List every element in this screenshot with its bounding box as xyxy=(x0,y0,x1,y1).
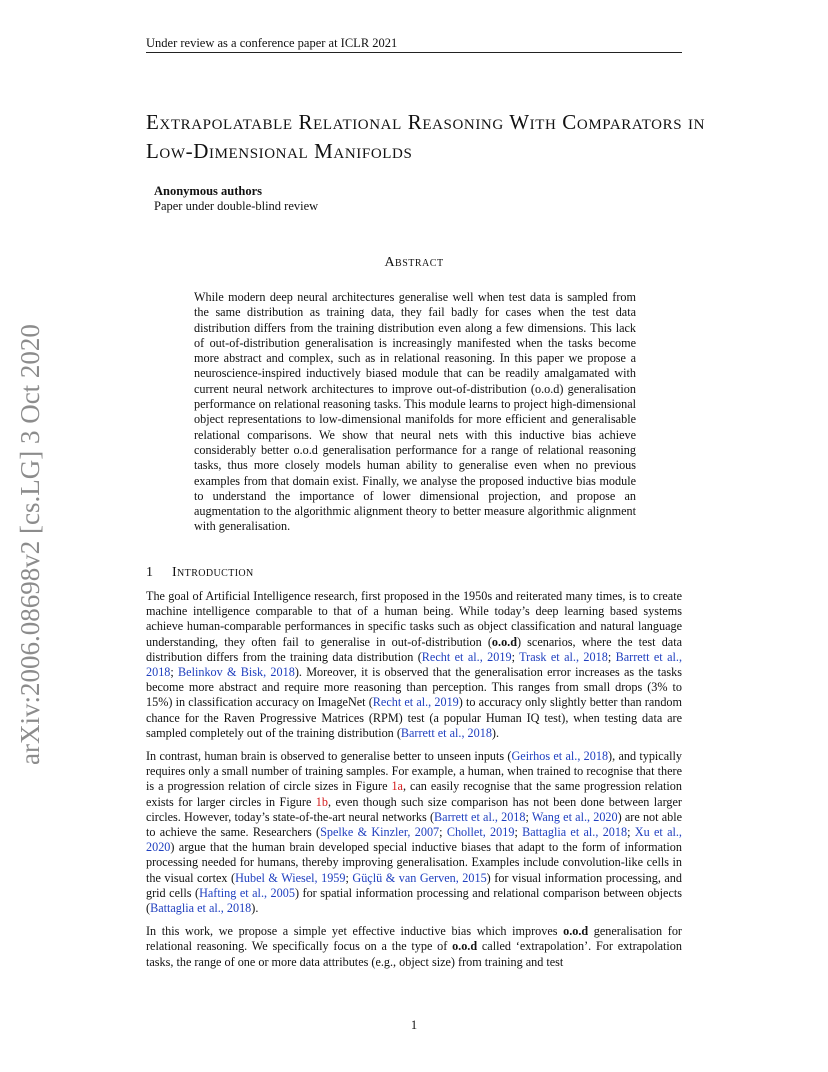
section-title: Introduction xyxy=(172,565,254,580)
introduction-body xyxy=(146,589,682,978)
header-rule xyxy=(146,52,682,53)
citation-link[interactable]: Battaglia et al., 2018 xyxy=(522,825,628,840)
arxiv-identifier: arXiv:2006.08698v2 [cs.LG] 3 Oct 2020 xyxy=(15,324,45,765)
citation-link[interactable]: Güçlü & van Gerven, 2015 xyxy=(352,870,487,885)
citation-link[interactable]: Xu et al., 2020 xyxy=(146,825,682,855)
citation-link[interactable]: Belinkov & Bisk, 2018 xyxy=(178,665,295,680)
abstract-text: While modern deep neural architectures generalise well when test data is sampled from the same distribution as training data, they fail badly for cases when the test data distribution differs from the training distribution even along a few dimensions. This lack of out-of-distribution generalisation is increasingly manifested when the tasks become more abstract and complex, such as in relational reasoning. In this paper we propose a neuroscience-inspired inductively biased module that can be readily amalgamated with current neural network architectures to improve out-of-distribution (o.o.d) generalisation performance on relational reasoning tasks. This module learns to project high-dimensional object representations to low-dimensional manifolds for more efficient and generalisable relational comparisons. We show that neural nets with this inductive bias achieve considerably better o.o.d generalisation performance for a range of relational reasoning tasks, thus more closely models human ability to generalise even when no previous examples from that domain exist. Finally, we analyse the proposed inductive bias module to understand the importance of lower dimensional projection, and propose an augmentation to the algorithmic alignment theory to better measure algorithmic alignment with generalisation. xyxy=(194,290,636,534)
figure-reference-link[interactable]: 1b xyxy=(315,794,328,809)
citation-link[interactable]: Battaglia et al., 2018 xyxy=(150,901,252,916)
citation-link[interactable]: Barrett et al., 2018 xyxy=(400,725,492,740)
citation-link[interactable]: Barrett et al., 2018 xyxy=(434,809,526,824)
citation-link[interactable]: Hafting et al., 2005 xyxy=(199,885,295,900)
paper-title: Extrapolatable Relational Reasoning With Comparators in Low-Dimensional Manifolds xyxy=(146,110,706,163)
running-header: Under review as a conference paper at ICLR 2021 xyxy=(146,36,398,50)
paragraph-1: The goal of Artificial Intelligence research, first proposed in the 1950s and reiterated many times, is to create machine intelligence comparable to that of a human being. While today’s deep learning based systems achieve human-comparable performances in specific tasks such as object classification and natural language understanding, they often fail to generalise in out-of-distribution (o.o.d) scenarios, where the test data distribution differs from the training data distribution (Recht et al., 2019; Trask et al., 2018; Barrett et al., 2018; Belinkov & Bisk, 2018). Moreover, it is observed that the generalisation error increases as the tasks become more abstract and require more reasoning than perception. This ranges from small drops (3% to 15%) in classification accuracy on ImageNet (Recht et al., 2019) to accuracy only slightly better than random chance for the Raven Progressive Matrices (RPM) test (a popular Human IQ test), when testing data are sampled completely out of the training distribution (Barrett et al., 2018). xyxy=(146,589,682,740)
paragraph-2: In contrast, human brain is observed to generalise better to unseen inputs (Geirhos et al., 2018), and typically requires only a small number of training samples. For example, a human, when trained to recognise that there is a progression relation of circle sizes in Figure 1a, can easily recognise that the same progression relation exists for larger circles in Figure 1b, even though such size comparison has not been done between larger circles. However, today’s state-of-the-art neural networks (Barrett et al., 2018; Wang et al., 2020) are not able to achieve the same. Researchers (Spelke & Kinzler, 2007; Chollet, 2019; Battaglia et al., 2018; Xu et al., 2020) argue that the human brain developed special inductive biases that adapt to the form of information processing needed for humans, thereby improving generalisation. Examples include convolution-like cells in the visual cortex (Hubel & Wiesel, 1959; Güçlü & van Gerven, 2015) for visual information processing, and grid cells (Hafting et al., 2005) for spatial information processing and relational comparison between objects (Battaglia et al., 2018). xyxy=(146,749,683,916)
citation-link[interactable]: Chollet, 2019 xyxy=(446,825,515,840)
section-heading-introduction xyxy=(146,565,254,581)
paragraph-3: In this work, we propose a simple yet effective inductive bias which improves o.o.d generalisation for relational reasoning. We specifically focus on a the type of o.o.d called ‘extrapolation’. For extrapolation tasks, the range of one or more data attributes (e.g., object size) from training and test xyxy=(146,924,682,969)
citation-link[interactable]: Spelke & Kinzler, 2007 xyxy=(320,825,440,840)
authors-block xyxy=(154,184,318,214)
citation-link[interactable]: Recht et al., 2019 xyxy=(421,649,512,664)
figure-reference-link[interactable]: 1a xyxy=(391,779,403,794)
author-names: Anonymous authors xyxy=(154,184,263,198)
page-number: 1 xyxy=(410,1018,418,1032)
abstract-heading: Abstract xyxy=(384,255,444,270)
citation-link[interactable]: Recht et al., 2019 xyxy=(372,695,459,710)
citation-link[interactable]: Barrett et al., 2018 xyxy=(146,649,682,680)
citation-link[interactable]: Hubel & Wiesel, 1959 xyxy=(235,870,346,885)
review-note: Paper under double-blind review xyxy=(154,199,319,213)
citation-link[interactable]: Geirhos et al., 2018 xyxy=(511,749,609,764)
section-number: 1 xyxy=(146,565,154,580)
citation-link[interactable]: Wang et al., 2020 xyxy=(531,809,618,824)
citation-link[interactable]: Trask et al., 2018 xyxy=(519,649,608,664)
